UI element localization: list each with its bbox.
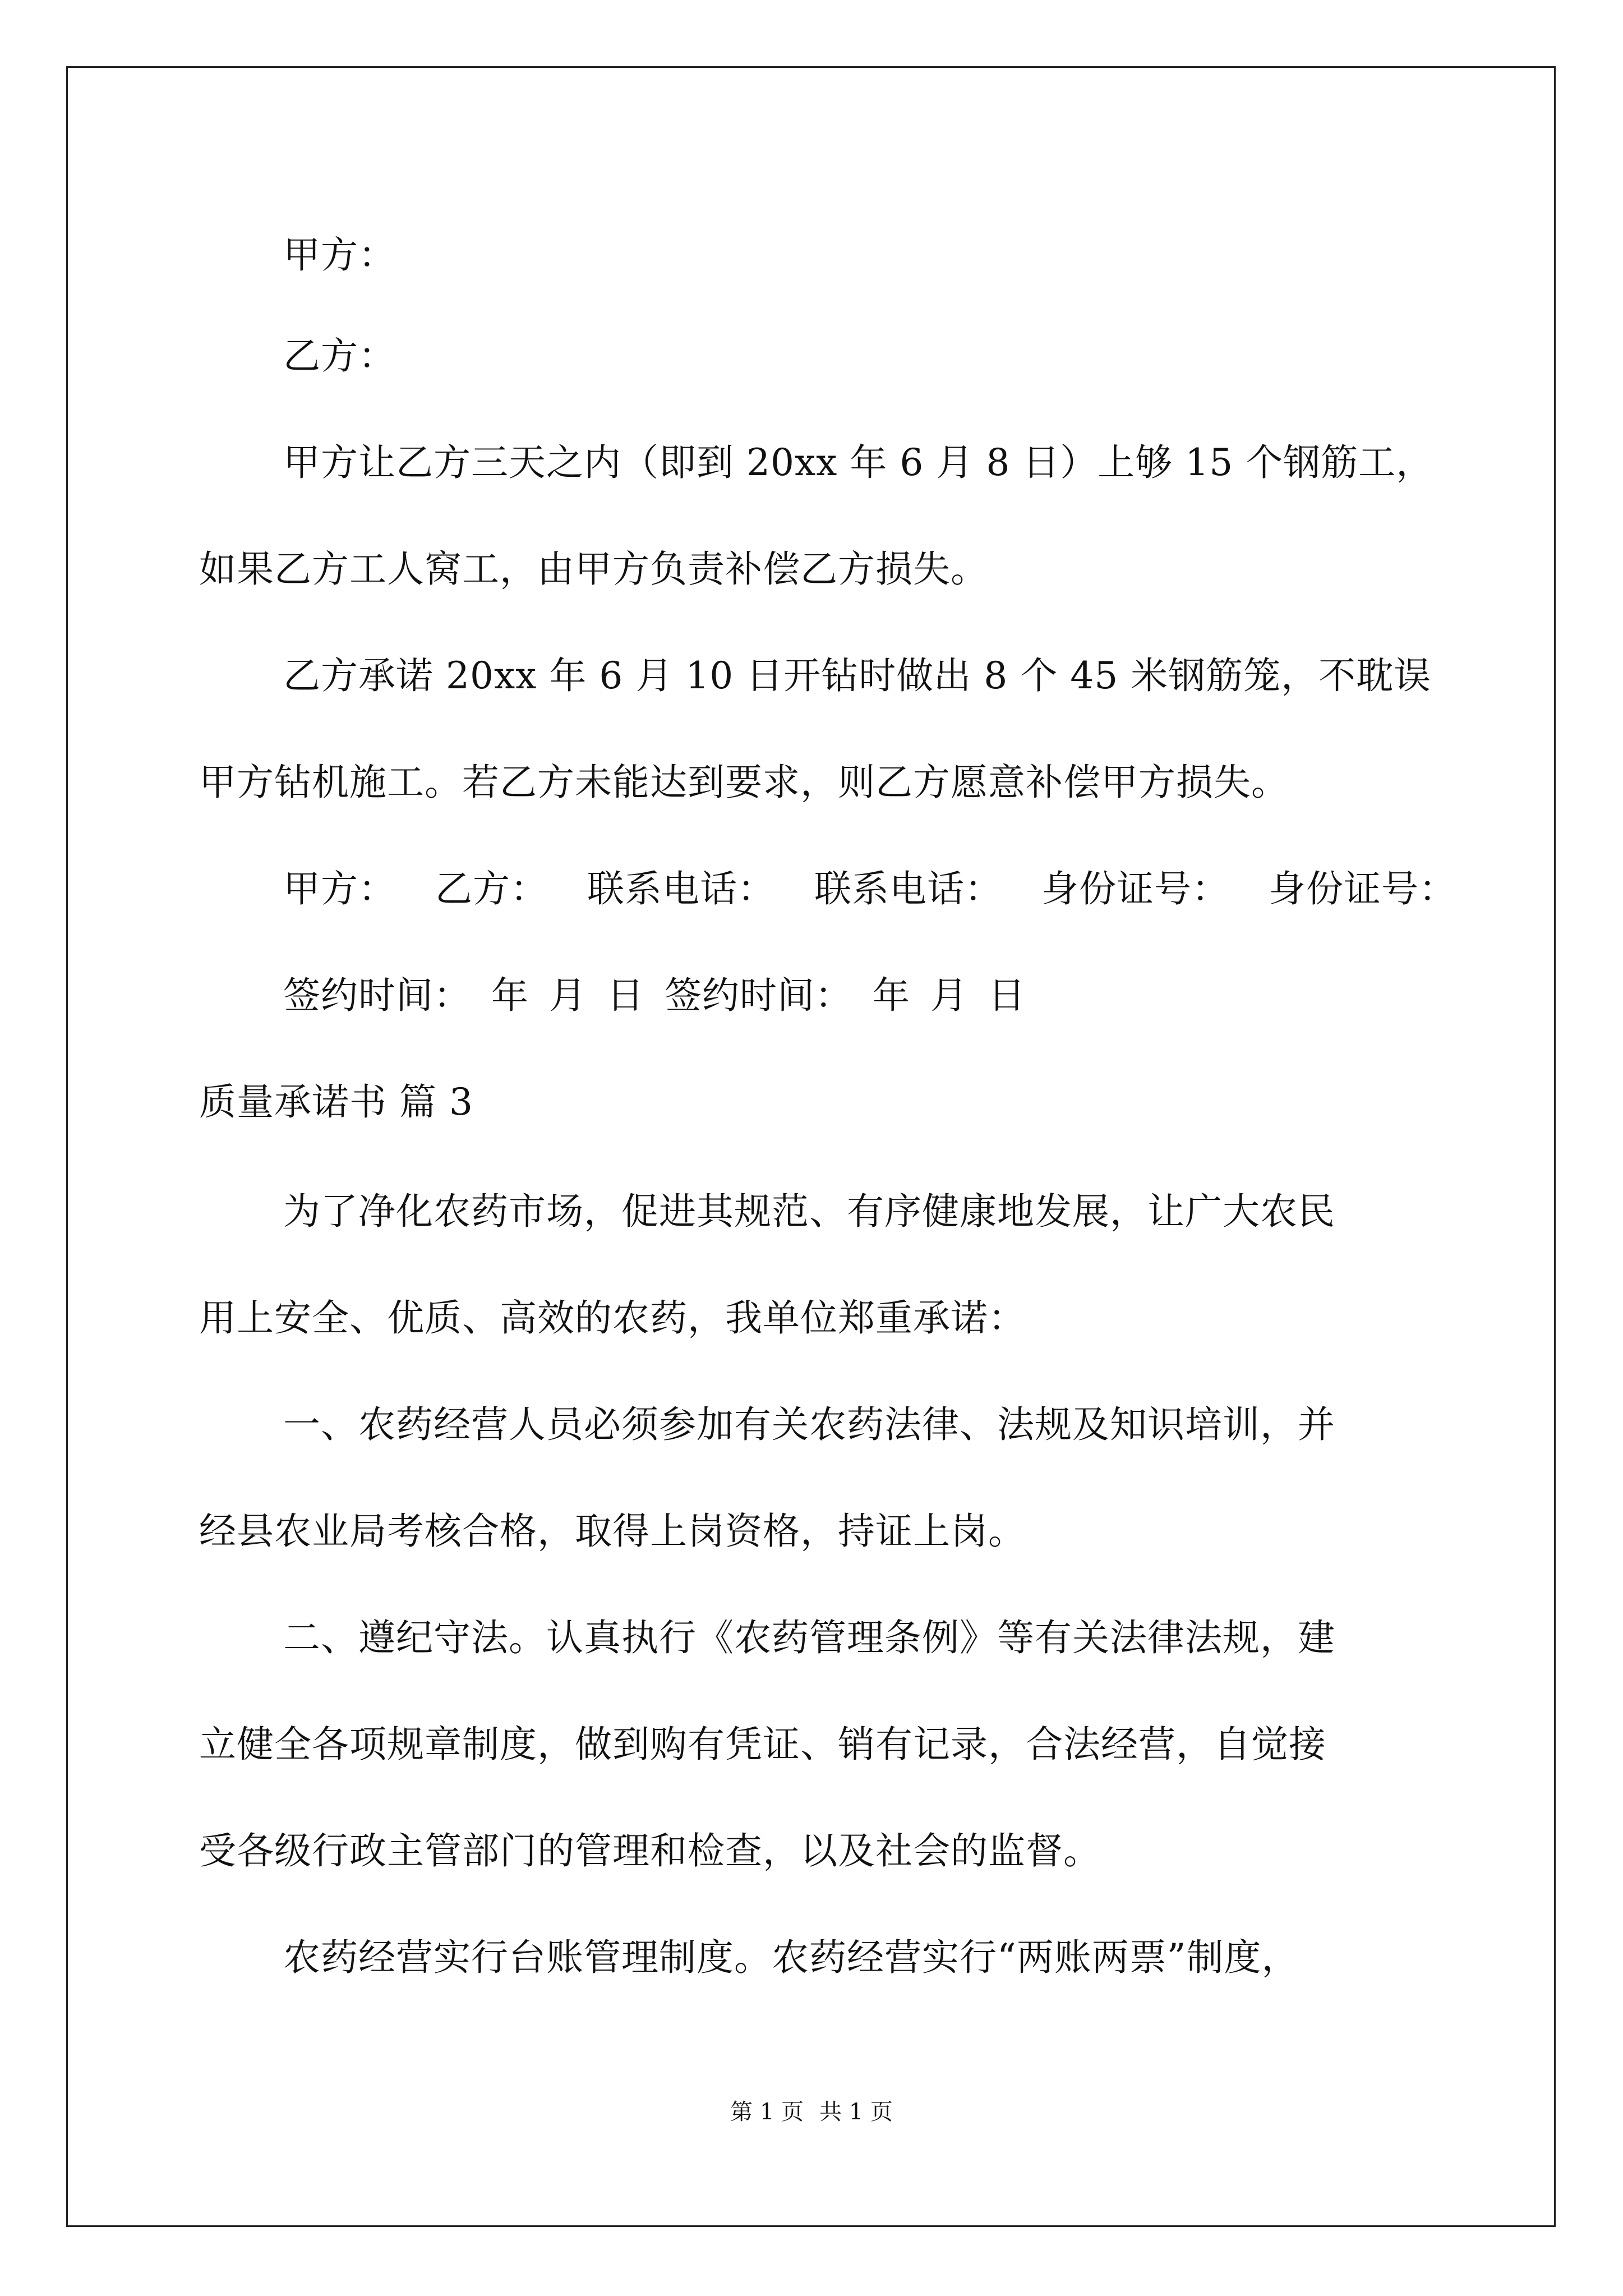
paragraph-5-line-3: 受各级行政主管部门的管理和检查，以及社会的监督。 — [199, 1829, 1101, 1872]
date-year-b: 年 — [873, 974, 910, 1017]
signature-row — [283, 867, 1456, 912]
signature-party-a: 甲方： — [283, 867, 396, 910]
date-year-a: 年 — [491, 974, 529, 1017]
paragraph-2-line-1: 乙方承诺 20xx 年 6 月 10 日开钻时做出 8 个 45 米钢筋笼，不耽误 — [283, 654, 1432, 697]
date-label-b: 签约时间： — [665, 974, 852, 1017]
paragraph-1-line-1: 甲方让乙方三天之内（即到 20xx 年 6 月 8 日）上够 15 个钢筋工， — [283, 441, 1434, 484]
paragraph-4-line-2: 经县农业局考核合格，取得上岗资格，持证上岗。 — [199, 1510, 1026, 1553]
paragraph-4-line-1: 一、农药经营人员必须参加有关农药法律、法规及知识培训，并 — [283, 1403, 1335, 1446]
date-day-a: 日 — [607, 974, 644, 1017]
paragraph-3-line-1: 为了净化农药市场，促进其规范、有序健康地发展，让广大农民 — [283, 1190, 1335, 1233]
paragraph-5-line-2: 立健全各项规章制度，做到购有凭证、销有记录，合法经营，自觉接 — [199, 1723, 1326, 1766]
signature-id-b: 身份证号： — [1269, 867, 1456, 910]
date-month-b: 月 — [930, 974, 968, 1017]
signature-id-a: 身份证号： — [1041, 867, 1229, 910]
footer-page-current: 第 1 页 — [730, 2099, 804, 2125]
paragraph-2-line-2: 甲方钻机施工。若乙方未能达到要求，则乙方愿意补偿甲方损失。 — [199, 761, 1289, 804]
date-day-b: 日 — [988, 974, 1026, 1017]
section-heading: 质量承诺书 篇 3 — [199, 1080, 473, 1124]
page-border — [66, 66, 1556, 2227]
signature-phone-a: 联系电话： — [587, 867, 775, 910]
signature-party-b: 乙方： — [435, 867, 548, 910]
page-footer — [0, 2098, 1623, 2126]
paragraph-5-line-1: 二、遵纪守法。认真执行《农药管理条例》等有关法律法规，建 — [283, 1616, 1335, 1659]
party-b-label: 乙方： — [283, 334, 396, 378]
date-month-a: 月 — [549, 974, 587, 1017]
date-row — [283, 973, 1046, 1018]
party-a-label: 甲方： — [283, 233, 396, 277]
date-label-a: 签约时间： — [283, 974, 471, 1017]
paragraph-1-line-2: 如果乙方工人窝工，由甲方负责补偿乙方损失。 — [199, 547, 988, 591]
footer-page-total: 共 1 页 — [819, 2099, 893, 2125]
signature-phone-b: 联系电话： — [814, 867, 1002, 910]
paragraph-3-line-2: 用上安全、优质、高效的农药，我单位郑重承诺： — [199, 1296, 1026, 1340]
paragraph-6-line-1: 农药经营实行台账管理制度。农药经营实行“两账两票”制度， — [283, 1936, 1299, 1979]
